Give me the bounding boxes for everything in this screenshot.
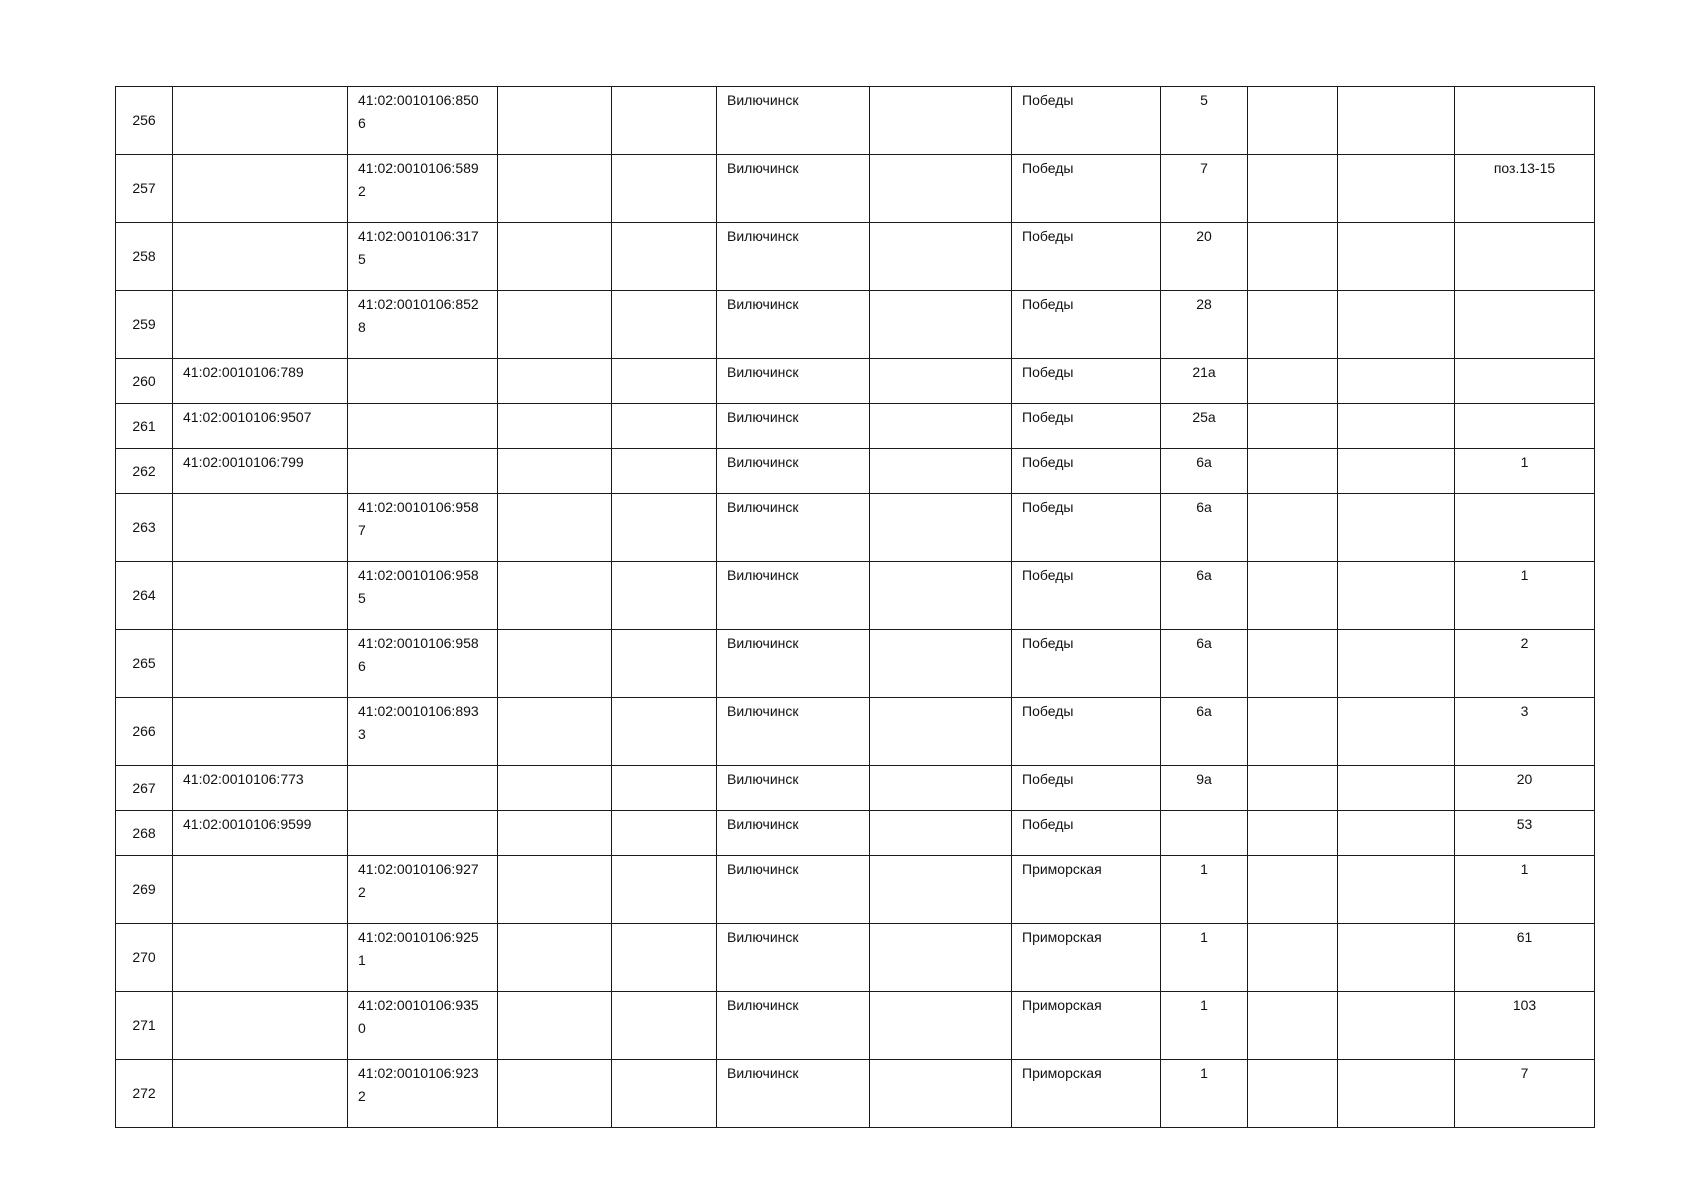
empty-cell xyxy=(1338,494,1455,562)
apartment-cell xyxy=(1455,87,1595,155)
cadastral-number-b-cell: 41:02:0010106:9585 xyxy=(348,562,498,630)
empty-cell xyxy=(498,698,612,766)
empty-cell xyxy=(1338,359,1455,404)
city-cell: Вилючинск xyxy=(717,1060,870,1128)
table-row xyxy=(116,291,1595,359)
street-cell: Победы xyxy=(1012,359,1161,404)
cadastral-number-a-cell xyxy=(173,87,348,155)
city-cell: Вилючинск xyxy=(717,291,870,359)
apartment-cell: 1 xyxy=(1455,856,1595,924)
empty-cell xyxy=(498,811,612,856)
city-cell: Вилючинск xyxy=(717,992,870,1060)
empty-cell xyxy=(870,630,1012,698)
empty-cell xyxy=(870,291,1012,359)
empty-cell xyxy=(1248,562,1338,630)
empty-cell xyxy=(1338,562,1455,630)
table-row xyxy=(116,698,1595,766)
cadastral-number-b-cell xyxy=(348,766,498,811)
empty-cell xyxy=(870,359,1012,404)
empty-cell xyxy=(1338,856,1455,924)
empty-cell xyxy=(1248,404,1338,449)
house-number-cell: 28 xyxy=(1161,291,1248,359)
house-number-cell: 1 xyxy=(1161,992,1248,1060)
empty-cell xyxy=(498,449,612,494)
row-number-cell: 269 xyxy=(116,856,173,924)
city-cell: Вилючинск xyxy=(717,630,870,698)
city-cell: Вилючинск xyxy=(717,155,870,223)
table-row xyxy=(116,155,1595,223)
empty-cell xyxy=(612,359,717,404)
empty-cell xyxy=(612,449,717,494)
city-cell: Вилючинск xyxy=(717,811,870,856)
apartment-cell: 103 xyxy=(1455,992,1595,1060)
empty-cell xyxy=(870,924,1012,992)
cadastral-number-b-cell: 41:02:0010106:3175 xyxy=(348,223,498,291)
cadastral-number-b-cell xyxy=(348,811,498,856)
empty-cell xyxy=(498,223,612,291)
apartment-cell: поз.13-15 xyxy=(1455,155,1595,223)
empty-cell xyxy=(870,155,1012,223)
empty-cell xyxy=(1248,223,1338,291)
empty-cell xyxy=(612,630,717,698)
empty-cell xyxy=(1248,992,1338,1060)
empty-cell xyxy=(870,698,1012,766)
apartment-cell: 1 xyxy=(1455,562,1595,630)
cadastral-number-b-cell xyxy=(348,359,498,404)
table-row xyxy=(116,1060,1595,1128)
apartment-cell: 3 xyxy=(1455,698,1595,766)
house-number-cell xyxy=(1161,811,1248,856)
city-cell: Вилючинск xyxy=(717,766,870,811)
row-number-cell: 258 xyxy=(116,223,173,291)
house-number-cell: 20 xyxy=(1161,223,1248,291)
empty-cell xyxy=(1248,766,1338,811)
city-cell: Вилючинск xyxy=(717,404,870,449)
city-cell: Вилючинск xyxy=(717,698,870,766)
house-number-cell: 6а xyxy=(1161,698,1248,766)
empty-cell xyxy=(870,811,1012,856)
cadastral-number-a-cell xyxy=(173,291,348,359)
empty-cell xyxy=(498,359,612,404)
empty-cell xyxy=(612,291,717,359)
house-number-cell: 7 xyxy=(1161,155,1248,223)
street-cell: Победы xyxy=(1012,494,1161,562)
empty-cell xyxy=(612,87,717,155)
row-number-cell: 259 xyxy=(116,291,173,359)
street-cell: Победы xyxy=(1012,404,1161,449)
apartment-cell: 20 xyxy=(1455,766,1595,811)
city-cell: Вилючинск xyxy=(717,562,870,630)
house-number-cell: 21а xyxy=(1161,359,1248,404)
cadastral-number-a-cell xyxy=(173,562,348,630)
cadastral-number-a-cell: 41:02:0010106:773 xyxy=(173,766,348,811)
street-cell: Приморская xyxy=(1012,856,1161,924)
cadastral-number-a-cell xyxy=(173,630,348,698)
empty-cell xyxy=(1248,630,1338,698)
empty-cell xyxy=(870,223,1012,291)
house-number-cell: 1 xyxy=(1161,856,1248,924)
empty-cell xyxy=(1338,449,1455,494)
table-row xyxy=(116,494,1595,562)
cadastral-number-b-cell: 41:02:0010106:9587 xyxy=(348,494,498,562)
apartment-cell xyxy=(1455,359,1595,404)
row-number-cell: 271 xyxy=(116,992,173,1060)
street-cell: Победы xyxy=(1012,449,1161,494)
city-cell: Вилючинск xyxy=(717,856,870,924)
house-number-cell: 6а xyxy=(1161,449,1248,494)
cadastral-number-b-cell xyxy=(348,449,498,494)
empty-cell xyxy=(1248,291,1338,359)
empty-cell xyxy=(1338,698,1455,766)
house-number-cell: 25а xyxy=(1161,404,1248,449)
empty-cell xyxy=(612,992,717,1060)
row-number-cell: 272 xyxy=(116,1060,173,1128)
cadastral-number-a-cell: 41:02:0010106:9599 xyxy=(173,811,348,856)
city-cell: Вилючинск xyxy=(717,449,870,494)
empty-cell xyxy=(612,698,717,766)
row-number-cell: 260 xyxy=(116,359,173,404)
apartment-cell xyxy=(1455,291,1595,359)
empty-cell xyxy=(498,155,612,223)
cadastral-number-b-cell: 41:02:0010106:5892 xyxy=(348,155,498,223)
street-cell: Приморская xyxy=(1012,924,1161,992)
empty-cell xyxy=(870,992,1012,1060)
row-number-cell: 266 xyxy=(116,698,173,766)
row-number-cell: 268 xyxy=(116,811,173,856)
empty-cell xyxy=(1248,1060,1338,1128)
row-number-cell: 262 xyxy=(116,449,173,494)
empty-cell xyxy=(498,494,612,562)
street-cell: Приморская xyxy=(1012,992,1161,1060)
cadastral-number-b-cell: 41:02:0010106:9350 xyxy=(348,992,498,1060)
row-number-cell: 264 xyxy=(116,562,173,630)
city-cell: Вилючинск xyxy=(717,87,870,155)
empty-cell xyxy=(498,291,612,359)
empty-cell xyxy=(612,494,717,562)
empty-cell xyxy=(1248,494,1338,562)
empty-cell xyxy=(612,1060,717,1128)
table-row xyxy=(116,811,1595,856)
row-number-cell: 267 xyxy=(116,766,173,811)
empty-cell xyxy=(612,562,717,630)
city-cell: Вилючинск xyxy=(717,924,870,992)
row-number-cell: 261 xyxy=(116,404,173,449)
apartment-cell xyxy=(1455,494,1595,562)
empty-cell xyxy=(1338,155,1455,223)
empty-cell xyxy=(1338,992,1455,1060)
empty-cell xyxy=(1248,155,1338,223)
empty-cell xyxy=(1338,630,1455,698)
apartment-cell xyxy=(1455,404,1595,449)
house-number-cell: 1 xyxy=(1161,1060,1248,1128)
house-number-cell: 9а xyxy=(1161,766,1248,811)
empty-cell xyxy=(1248,87,1338,155)
empty-cell xyxy=(612,811,717,856)
house-number-cell: 5 xyxy=(1161,87,1248,155)
empty-cell xyxy=(612,155,717,223)
cadastral-number-b-cell: 41:02:0010106:8933 xyxy=(348,698,498,766)
empty-cell xyxy=(870,856,1012,924)
table-row xyxy=(116,449,1595,494)
cadastral-number-b-cell: 41:02:0010106:9586 xyxy=(348,630,498,698)
city-cell: Вилючинск xyxy=(717,494,870,562)
empty-cell xyxy=(1338,223,1455,291)
empty-cell xyxy=(612,766,717,811)
empty-cell xyxy=(498,924,612,992)
empty-cell xyxy=(870,766,1012,811)
empty-cell xyxy=(1248,924,1338,992)
empty-cell xyxy=(612,404,717,449)
table-row xyxy=(116,766,1595,811)
empty-cell xyxy=(612,924,717,992)
empty-cell xyxy=(498,992,612,1060)
cadastral-number-a-cell: 41:02:0010106:799 xyxy=(173,449,348,494)
empty-cell xyxy=(1338,766,1455,811)
address-table xyxy=(115,86,1595,1128)
cadastral-number-a-cell xyxy=(173,856,348,924)
house-number-cell: 6а xyxy=(1161,630,1248,698)
empty-cell xyxy=(1248,698,1338,766)
empty-cell xyxy=(870,449,1012,494)
empty-cell xyxy=(1248,811,1338,856)
street-cell: Победы xyxy=(1012,155,1161,223)
street-cell: Победы xyxy=(1012,223,1161,291)
empty-cell xyxy=(498,856,612,924)
empty-cell xyxy=(870,562,1012,630)
empty-cell xyxy=(1248,359,1338,404)
street-cell: Приморская xyxy=(1012,1060,1161,1128)
empty-cell xyxy=(1338,404,1455,449)
street-cell: Победы xyxy=(1012,87,1161,155)
house-number-cell: 1 xyxy=(1161,924,1248,992)
street-cell: Победы xyxy=(1012,291,1161,359)
house-number-cell: 6а xyxy=(1161,494,1248,562)
empty-cell xyxy=(1248,856,1338,924)
table-row xyxy=(116,87,1595,155)
cadastral-number-a-cell xyxy=(173,494,348,562)
empty-cell xyxy=(612,856,717,924)
empty-cell xyxy=(498,562,612,630)
cadastral-number-a-cell xyxy=(173,223,348,291)
empty-cell xyxy=(1338,811,1455,856)
cadastral-number-a-cell: 41:02:0010106:9507 xyxy=(173,404,348,449)
cadastral-number-b-cell: 41:02:0010106:9232 xyxy=(348,1060,498,1128)
street-cell: Победы xyxy=(1012,698,1161,766)
apartment-cell xyxy=(1455,223,1595,291)
street-cell: Победы xyxy=(1012,562,1161,630)
empty-cell xyxy=(870,404,1012,449)
empty-cell xyxy=(1248,449,1338,494)
cadastral-number-b-cell: 41:02:0010106:8506 xyxy=(348,87,498,155)
row-number-cell: 257 xyxy=(116,155,173,223)
empty-cell xyxy=(498,630,612,698)
table-row xyxy=(116,404,1595,449)
table-row xyxy=(116,856,1595,924)
cadastral-number-b-cell: 41:02:0010106:9251 xyxy=(348,924,498,992)
cadastral-number-b-cell: 41:02:0010106:9272 xyxy=(348,856,498,924)
empty-cell xyxy=(870,494,1012,562)
apartment-cell: 7 xyxy=(1455,1060,1595,1128)
row-number-cell: 265 xyxy=(116,630,173,698)
empty-cell xyxy=(1338,924,1455,992)
table-row xyxy=(116,630,1595,698)
cadastral-number-a-cell: 41:02:0010106:789 xyxy=(173,359,348,404)
empty-cell xyxy=(612,223,717,291)
apartment-cell: 1 xyxy=(1455,449,1595,494)
city-cell: Вилючинск xyxy=(717,359,870,404)
empty-cell xyxy=(870,87,1012,155)
apartment-cell: 61 xyxy=(1455,924,1595,992)
apartment-cell: 53 xyxy=(1455,811,1595,856)
empty-cell xyxy=(1338,1060,1455,1128)
row-number-cell: 256 xyxy=(116,87,173,155)
empty-cell xyxy=(498,766,612,811)
cadastral-number-a-cell xyxy=(173,155,348,223)
empty-cell xyxy=(498,87,612,155)
table-row xyxy=(116,223,1595,291)
empty-cell xyxy=(870,1060,1012,1128)
street-cell: Победы xyxy=(1012,811,1161,856)
table-row xyxy=(116,924,1595,992)
table-row xyxy=(116,359,1595,404)
empty-cell xyxy=(498,1060,612,1128)
empty-cell xyxy=(498,404,612,449)
street-cell: Победы xyxy=(1012,630,1161,698)
row-number-cell: 270 xyxy=(116,924,173,992)
apartment-cell: 2 xyxy=(1455,630,1595,698)
street-cell: Победы xyxy=(1012,766,1161,811)
cadastral-number-a-cell xyxy=(173,924,348,992)
cadastral-number-a-cell xyxy=(173,698,348,766)
house-number-cell: 6а xyxy=(1161,562,1248,630)
table-row xyxy=(116,562,1595,630)
cadastral-number-b-cell: 41:02:0010106:8528 xyxy=(348,291,498,359)
empty-cell xyxy=(1338,87,1455,155)
cadastral-number-a-cell xyxy=(173,1060,348,1128)
table-row xyxy=(116,992,1595,1060)
cadastral-number-a-cell xyxy=(173,992,348,1060)
empty-cell xyxy=(1338,291,1455,359)
city-cell: Вилючинск xyxy=(717,223,870,291)
cadastral-number-b-cell xyxy=(348,404,498,449)
row-number-cell: 263 xyxy=(116,494,173,562)
